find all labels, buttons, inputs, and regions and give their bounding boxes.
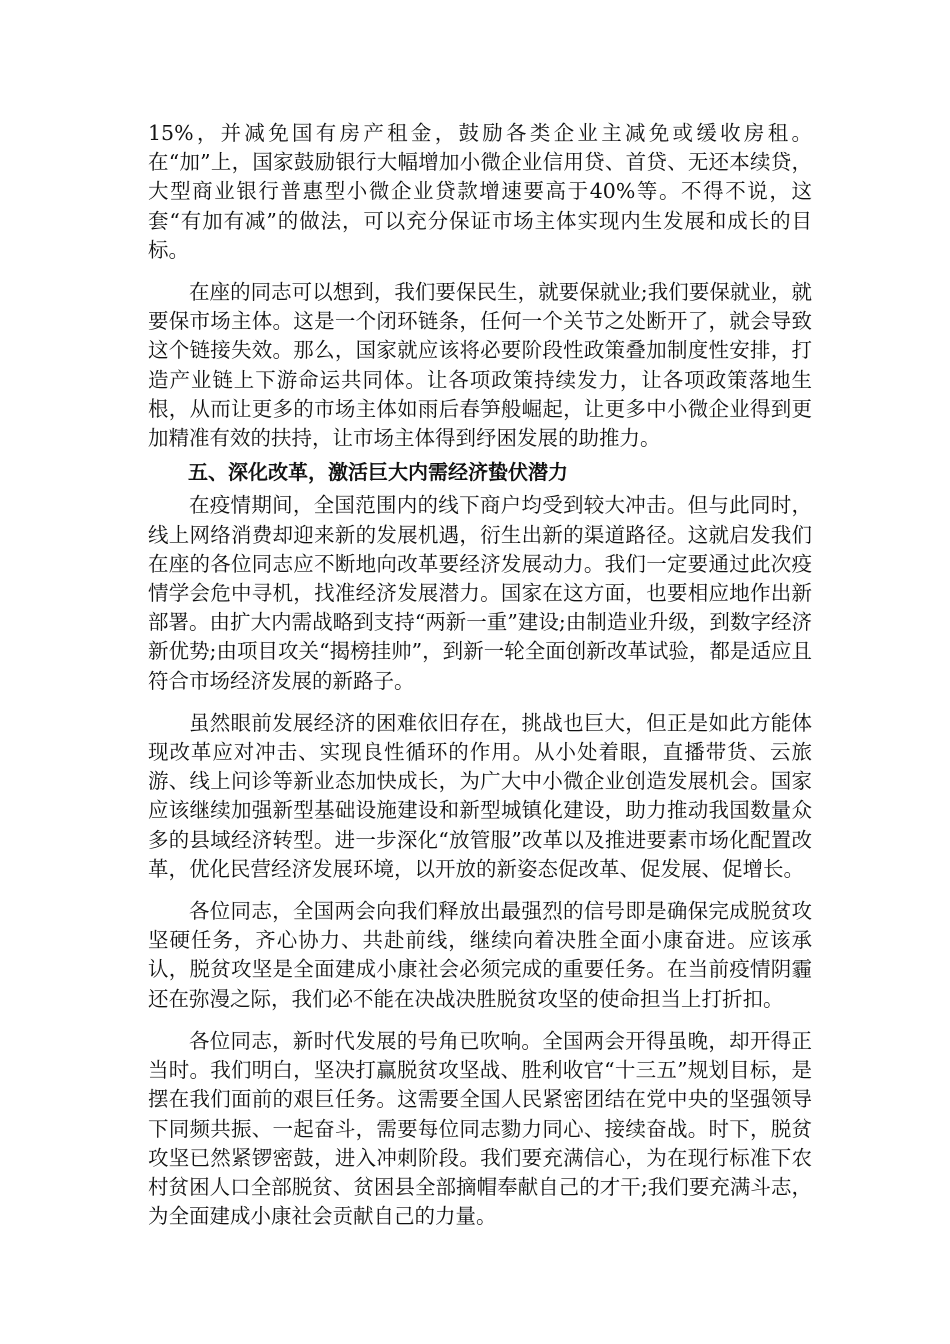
paragraph-continuation: 15%，并减免国有房产租金，鼓励各类企业主减免或缓收房租。在“加”上，国家鼓励银行大幅增加小微企业信用贷、首贷、无还本续贷，大型商业银行普惠型小微企业贷款增速要高于40%等。不得不说，这套“有加有减”的做法，可以充分保证市场主体实现内生发展和成长的目标。 <box>148 121 812 262</box>
paragraph: 虽然眼前发展经济的困难依旧存在，挑战也巨大，但正是如此方能体现改革应对冲击、实现良性循环的作用。从小处着眼，直播带货、云旅游、线上问诊等新业态加快成长，为广大中小微企业创造发展机会。国家应该继续加强新型基础设施建设和新型城镇化建设，助力推动我国数量众多的县域经济转型。进一步深化“放管服”改革以及推进要素市场化配置改革，优化民营经济发展环境，以开放的新姿态促改革、促发展、促增长。 <box>148 710 812 881</box>
paragraph: 在座的同志可以想到，我们要保民生，就要保就业;我们要保就业，就要保市场主体。这是一个闭环链条，任何一个关节之处断开了，就会导致这个链接失效。那么，国家就应该将必要阶段性政策叠加制度性安排，打造产业链上下游命运共同体。让各项政策持续发力，让各项政策落地生根，从而让更多的市场主体如雨后春笋般崛起，让更多中小微企业得到更加精准有效的扶持，让市场主体得到纾困发展的助推力。 <box>148 280 812 451</box>
paragraph: 在疫情期间，全国范围内的线下商户均受到较大冲击。但与此同时，线上网络消费却迎来新的发展机遇，衍生出新的渠道路径。这就启发我们在座的各位同志应不断地向改革要经济发展动力。我们一定要通过此次疫情学会危中寻机，找准经济发展潜力。国家在这方面，也要相应地作出新部署。由扩大内需战略到支持“两新一重”建设;由制造业升级，到数字经济新优势;由项目攻关“揭榜挂帅”，到新一轮全面创新改革试验，都是适应且符合市场经济发展的新路子。 <box>148 493 812 693</box>
document-page <box>148 119 812 1244</box>
section-heading: 五、深化改革，激活巨大内需经济蛰伏潜力 <box>188 460 568 485</box>
paragraph: 各位同志，新时代发展的号角已吹响。全国两会开得虽晚，却开得正当时。我们明白，坚决打赢脱贫攻坚战、胜利收官“十三五”规划目标，是摆在我们面前的艰巨任务。这需要全国人民紧密团结在党中央的坚强领导下同频共振、一起奋斗，需要每位同志勠力同心、接续奋战。时下，脱贫攻坚已然紧锣密鼓，进入冲刺阶段。我们要充满信心，为在现行标准下农村贫困人口全部脱贫、贫困县全部摘帽奉献自己的才干;我们要充满斗志，为全面建成小康社会贡献自己的力量。 <box>148 1028 812 1229</box>
paragraph: 各位同志，全国两会向我们释放出最强烈的信号即是确保完成脱贫攻坚硬任务，齐心协力、共赴前线，继续向着决胜全面小康奋进。应该承认，脱贫攻坚是全面建成小康社会必须完成的重要任务。在当前疫情阴霾还在弥漫之际，我们必不能在决战决胜脱贫攻坚的使命担当上打折扣。 <box>148 899 812 1011</box>
